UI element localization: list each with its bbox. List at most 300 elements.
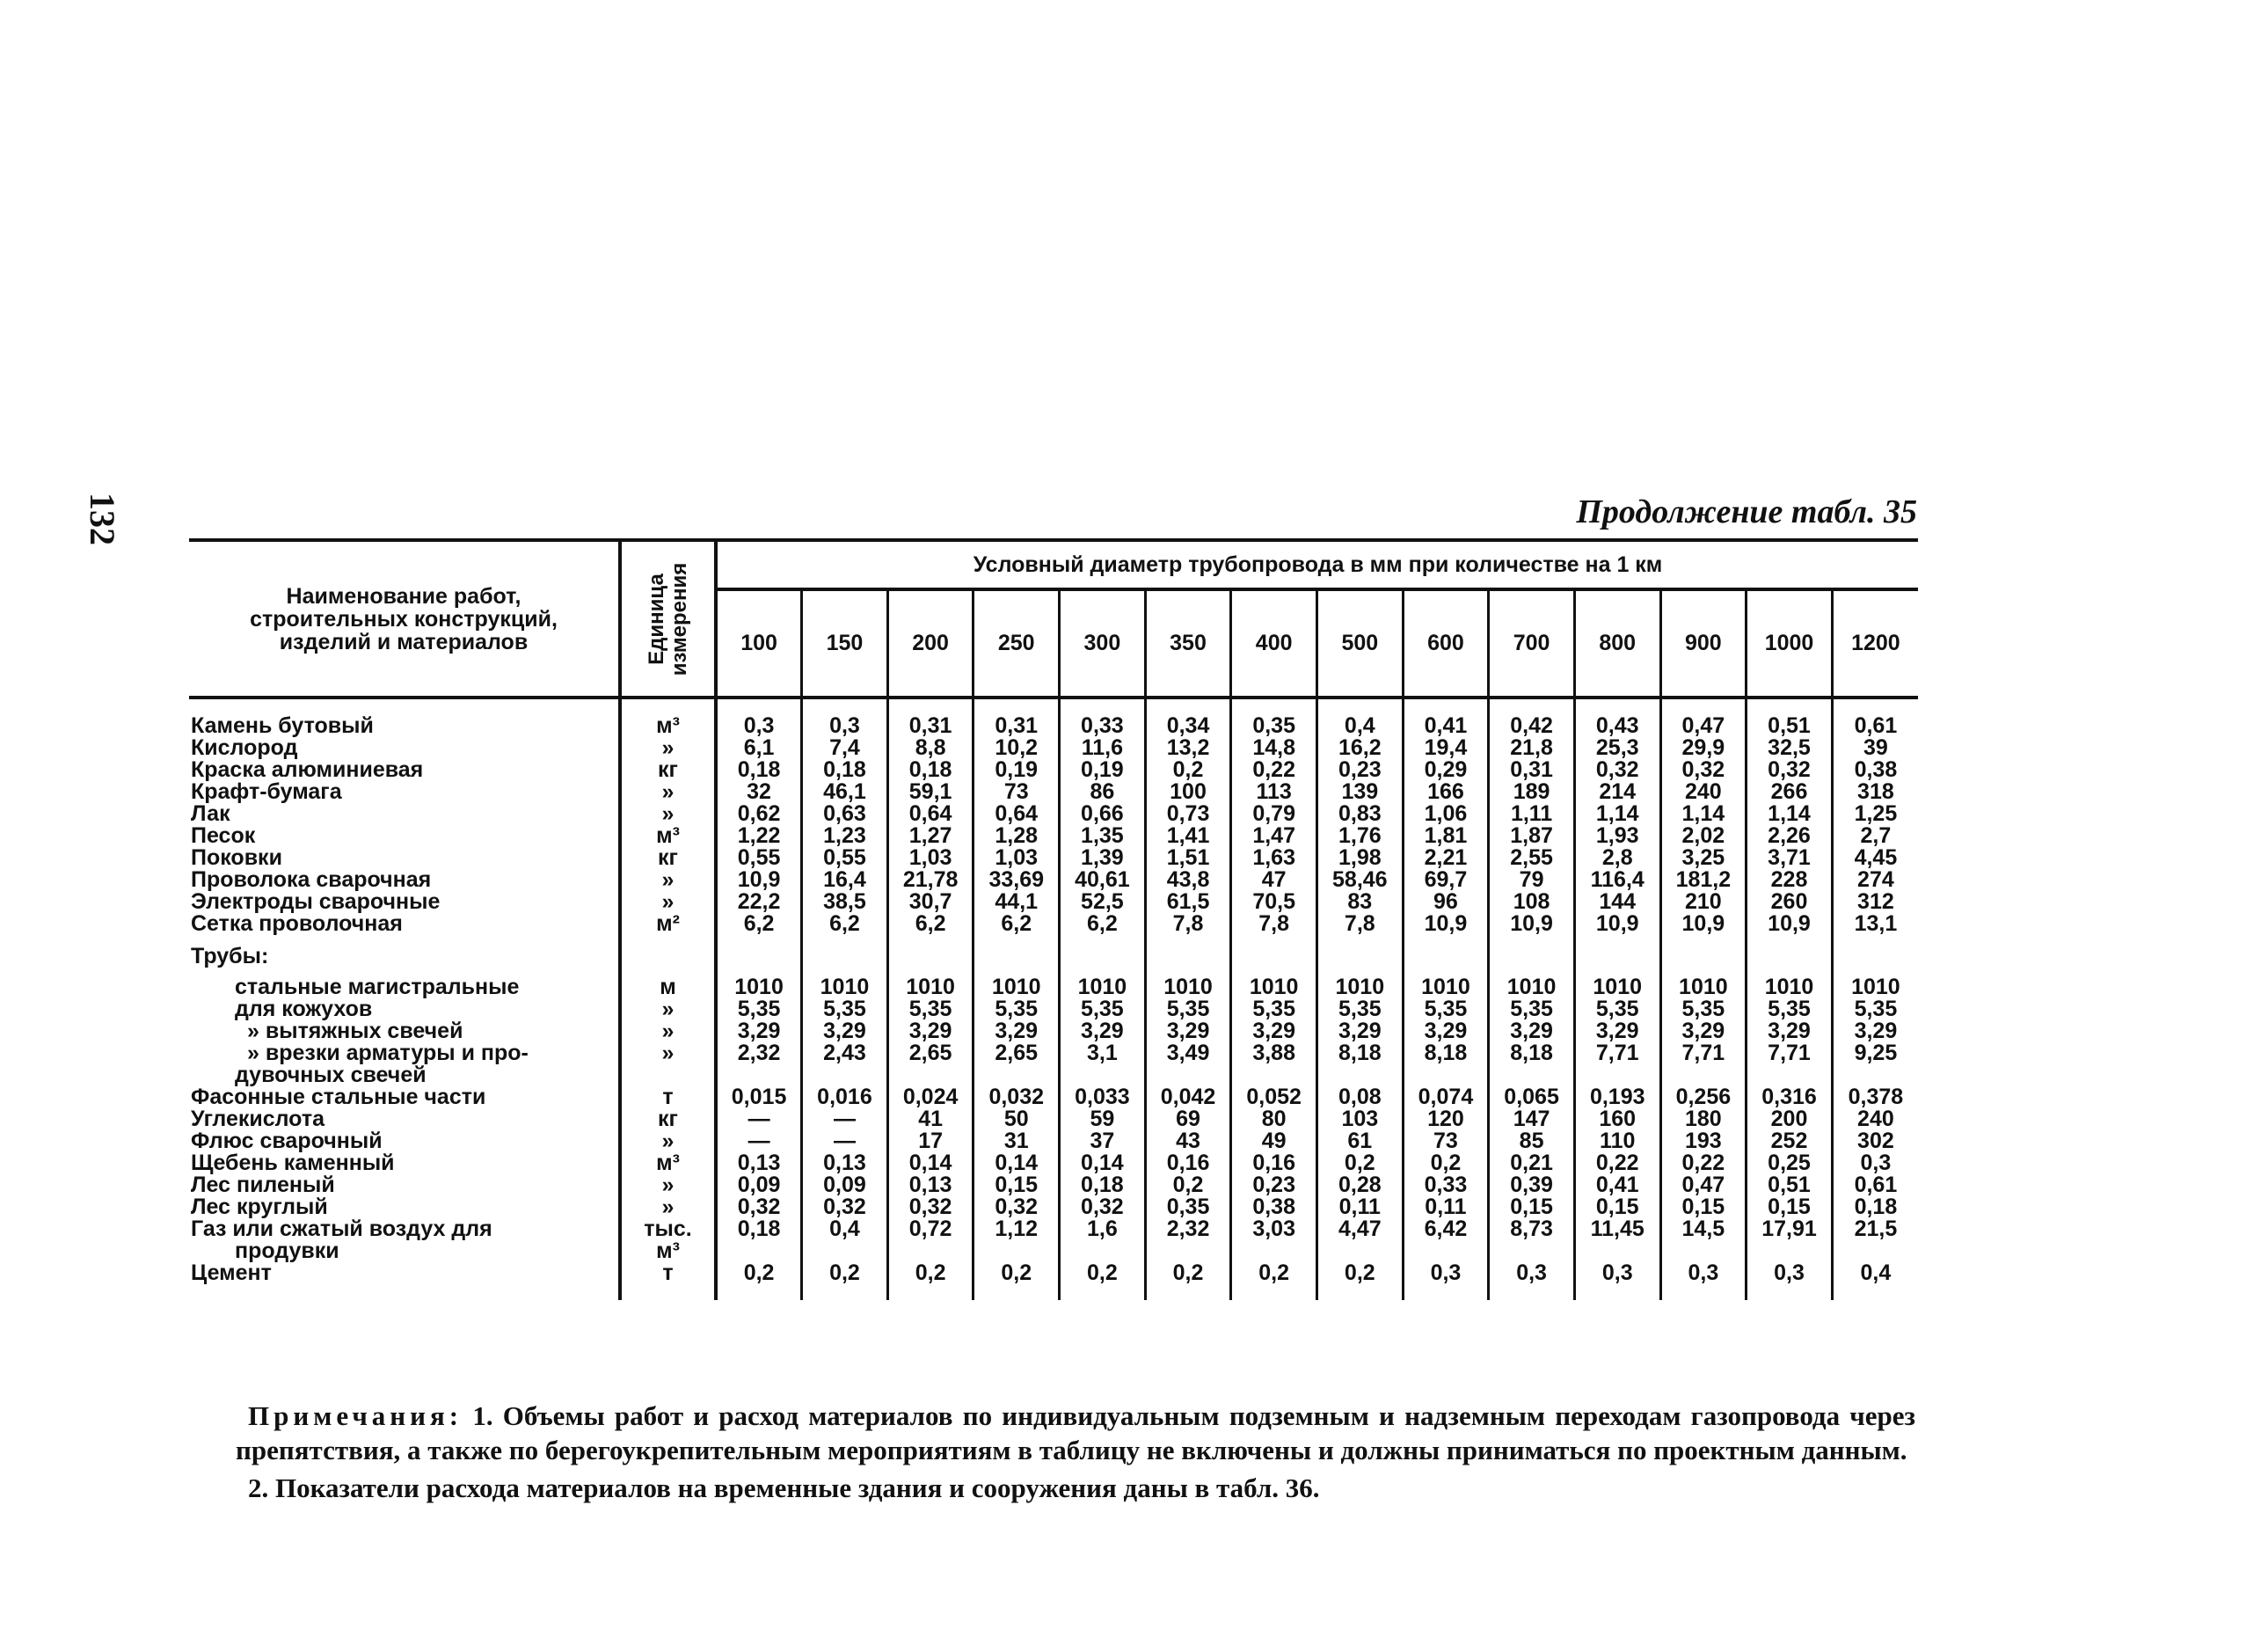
empty-cell [1574, 1064, 1660, 1086]
value-cell: 0,29 [1403, 759, 1489, 781]
value-cell: 3,29 [1489, 1020, 1575, 1042]
value-cell: 0,15 [1574, 1196, 1660, 1218]
value-cell: 0,16 [1145, 1152, 1231, 1174]
value-cell: 46,1 [802, 781, 888, 803]
value-cell: 5,35 [1060, 998, 1146, 1020]
header-name-line: Наименование работ, [286, 583, 521, 609]
empty-cell [1489, 698, 1575, 715]
empty-cell [1747, 935, 1833, 968]
value-cell: 318 [1857, 779, 1894, 804]
table-row [189, 913, 1918, 935]
value-cell: 7,71 [1660, 1042, 1747, 1064]
value-cell: 0,31 [887, 715, 974, 737]
empty-cell [1403, 1064, 1489, 1086]
table-row [189, 825, 1918, 847]
spacer-cell [620, 698, 716, 715]
empty-cell [1403, 698, 1489, 715]
value-cell: 0,31 [1489, 759, 1575, 781]
value-cell: 52,5 [1060, 891, 1146, 913]
value-cell: 80 [1231, 1108, 1317, 1130]
value-cell: 0,47 [1660, 1174, 1747, 1196]
value-cell: 0,33 [1403, 1174, 1489, 1196]
empty-cell [974, 935, 1060, 968]
page-number: 132 [83, 493, 122, 545]
value-cell: 147 [1489, 1108, 1575, 1130]
value-cell: 5,35 [1489, 998, 1575, 1020]
value-cell: 0,2 [716, 1262, 802, 1284]
value-cell: 31 [974, 1130, 1060, 1152]
value-cell: 0,22 [1231, 759, 1317, 781]
empty-cell [1060, 698, 1146, 715]
row-unit: » [620, 737, 716, 759]
row-unit: м³ [620, 1240, 716, 1262]
empty-cell [802, 698, 888, 715]
empty-cell [716, 1240, 802, 1262]
spacer-cell [189, 1284, 620, 1300]
value-cell: 0,2 [802, 1262, 888, 1284]
table-row [189, 1240, 1918, 1262]
value-cell: 10,2 [974, 737, 1060, 759]
value-cell: 2,32 [716, 1042, 802, 1064]
value-cell: 10,9 [716, 869, 802, 891]
value-cell: 1,63 [1231, 847, 1317, 869]
value-cell: 0,2 [1403, 1152, 1489, 1174]
empty-cell [1060, 1240, 1146, 1262]
empty-cell [1316, 698, 1403, 715]
row-name: Краска алюминиевая [189, 759, 620, 781]
value-cell: 8,8 [887, 737, 974, 759]
value-cell: 0,55 [802, 847, 888, 869]
empty-cell [1145, 1240, 1231, 1262]
value-cell: 0,47 [1660, 715, 1747, 737]
empty-cell [1832, 935, 1918, 968]
value-cell: 0,25 [1747, 1152, 1833, 1174]
value-cell: 32,5 [1747, 737, 1833, 759]
note-2: 2. Показатели расхода материалов на временные здания и сооружения даны в табл. 36. [248, 1472, 1320, 1503]
value-cell: 7,8 [1231, 913, 1317, 935]
header-diameter: 300 [1060, 589, 1146, 698]
empty-cell [802, 1284, 888, 1300]
value-cell: 0,38 [1854, 757, 1898, 782]
value-cell: 0,31 [974, 715, 1060, 737]
value-cell: 0,41 [1403, 715, 1489, 737]
value-cell: 0,13 [802, 1152, 888, 1174]
value-cell: 47 [1231, 869, 1317, 891]
row-unit: т [620, 1262, 716, 1284]
value-cell: 0,35 [1145, 1196, 1231, 1218]
value-cell: 32 [716, 781, 802, 803]
header-diameter: 400 [1231, 589, 1317, 698]
value-cell: 5,35 [974, 998, 1060, 1020]
value-cell: 1,98 [1316, 847, 1403, 869]
value-cell: 0,55 [716, 847, 802, 869]
value-cell: 3,29 [1747, 1020, 1833, 1042]
value-cell: 0,052 [1231, 1086, 1317, 1108]
value-cell: 3,29 [887, 1020, 974, 1042]
value-cell: 193 [1660, 1130, 1747, 1152]
value-cell: 103 [1316, 1108, 1403, 1130]
value-cell: 3,1 [1060, 1042, 1146, 1064]
value-cell: 0,2 [974, 1262, 1060, 1284]
value-cell: 1,28 [974, 825, 1060, 847]
table-row [189, 1262, 1918, 1284]
value-cell: 37 [1060, 1130, 1146, 1152]
value-cell: 17,91 [1747, 1218, 1833, 1240]
value-cell: 210 [1660, 891, 1747, 913]
value-cell: 0,23 [1231, 1174, 1317, 1196]
value-cell: 6,1 [716, 737, 802, 759]
value-cell: 1,22 [716, 825, 802, 847]
row-name: Сетка проволочная [189, 913, 620, 935]
value-cell: 1,76 [1316, 825, 1403, 847]
empty-cell [974, 1240, 1060, 1262]
value-cell: 1,51 [1145, 847, 1231, 869]
notes-label: Примечания: [248, 1400, 463, 1431]
value-cell: 3,29 [1145, 1020, 1231, 1042]
value-cell: 3,29 [1231, 1020, 1317, 1042]
value-cell: 0,193 [1574, 1086, 1660, 1108]
value-cell: 58,46 [1316, 869, 1403, 891]
value-cell: 4,47 [1316, 1218, 1403, 1240]
value-cell: 1,03 [974, 847, 1060, 869]
value-cell: 8,18 [1489, 1042, 1575, 1064]
value-cell: 3,49 [1145, 1042, 1231, 1064]
empty-cell [716, 1064, 802, 1086]
table-row [189, 781, 1918, 803]
row-name: Лес пиленый [189, 1174, 620, 1196]
value-cell: 180 [1660, 1108, 1747, 1130]
header-diameter: 600 [1403, 589, 1489, 698]
empty-cell [1145, 698, 1231, 715]
value-cell: 1,14 [1574, 803, 1660, 825]
value-cell: 260 [1747, 891, 1833, 913]
notes [236, 1399, 1915, 1505]
value-cell: 70,5 [1231, 891, 1317, 913]
row-unit: м² [620, 913, 716, 935]
header-diameter: 100 [716, 589, 802, 698]
value-cell: 85 [1489, 1130, 1575, 1152]
value-cell: 4,45 [1854, 845, 1898, 870]
value-cell: 0,15 [1489, 1196, 1575, 1218]
value-cell: 0,2 [887, 1262, 974, 1284]
value-cell: 3,29 [716, 1020, 802, 1042]
value-cell: 2,65 [974, 1042, 1060, 1064]
value-cell: 0,3 [1574, 1262, 1660, 1284]
value-cell: 11,45 [1574, 1218, 1660, 1240]
value-cell: 1,14 [1747, 803, 1833, 825]
value-cell: 59,1 [887, 781, 974, 803]
row-name: Электроды сварочные [189, 891, 620, 913]
header-name-line: изделий и материалов [279, 629, 529, 654]
value-cell: 0,14 [1060, 1152, 1146, 1174]
materials-table [189, 538, 1918, 1300]
header-diameter: 900 [1660, 589, 1747, 698]
row-name: Крафт-бумага [189, 781, 620, 803]
table-row [189, 998, 1918, 1020]
value-cell: 5,35 [1231, 998, 1317, 1020]
row-unit: » [620, 1130, 716, 1152]
value-cell: 5,35 [887, 998, 974, 1020]
value-cell: 79 [1489, 869, 1575, 891]
header-unit-line: Единица [644, 573, 668, 665]
header-diameter: 800 [1574, 589, 1660, 698]
empty-cell [974, 1064, 1060, 1086]
value-cell: 9,25 [1854, 1041, 1898, 1065]
value-cell: 16,2 [1316, 737, 1403, 759]
value-cell: 0,09 [802, 1174, 888, 1196]
value-cell: 19,4 [1403, 737, 1489, 759]
value-cell: 0,61 [1854, 713, 1898, 738]
value-cell: 43 [1145, 1130, 1231, 1152]
value-cell: 0,11 [1316, 1196, 1403, 1218]
value-cell: 189 [1489, 781, 1575, 803]
value-cell: 0,074 [1403, 1086, 1489, 1108]
value-cell: 7,71 [1747, 1042, 1833, 1064]
value-cell: 120 [1403, 1108, 1489, 1130]
value-cell: 0,016 [802, 1086, 888, 1108]
value-cell: 116,4 [1574, 869, 1660, 891]
value-cell: 0,22 [1660, 1152, 1747, 1174]
value-cell: 3,29 [802, 1020, 888, 1042]
value-cell: 1010 [1060, 976, 1146, 998]
value-cell: — [716, 1130, 802, 1152]
empty-cell [802, 935, 888, 968]
value-cell: 0,18 [1060, 1174, 1146, 1196]
value-cell: 0,43 [1574, 715, 1660, 737]
value-cell: 6,2 [1060, 913, 1146, 935]
value-cell: 1,81 [1403, 825, 1489, 847]
value-cell: 0,32 [1660, 759, 1747, 781]
table-row [189, 1130, 1918, 1152]
empty-cell [1660, 1064, 1747, 1086]
value-cell: 7,8 [1145, 913, 1231, 935]
table-row [189, 1218, 1918, 1240]
value-cell: 252 [1747, 1130, 1833, 1152]
value-cell: 160 [1574, 1108, 1660, 1130]
value-cell: 0,66 [1060, 803, 1146, 825]
value-cell: 3,29 [1060, 1020, 1146, 1042]
value-cell: 0,51 [1747, 715, 1833, 737]
value-cell: 0,51 [1747, 1174, 1833, 1196]
value-cell: 0,72 [887, 1218, 974, 1240]
value-cell: 1010 [887, 976, 974, 998]
value-cell: 43,8 [1145, 869, 1231, 891]
value-cell: 1010 [1403, 976, 1489, 998]
value-cell: 16,4 [802, 869, 888, 891]
value-cell: 2,7 [1860, 823, 1892, 848]
empty-cell [974, 1284, 1060, 1300]
table-row [189, 1284, 1918, 1300]
table-row [189, 1108, 1918, 1130]
value-cell: 6,2 [887, 913, 974, 935]
empty-cell [716, 1284, 802, 1300]
row-unit: » [620, 781, 716, 803]
value-cell: 8,73 [1489, 1218, 1575, 1240]
empty-cell [887, 1240, 974, 1262]
empty-cell [1231, 1240, 1317, 1262]
row-name: стальные магистральные [189, 976, 620, 998]
value-cell: 266 [1747, 781, 1833, 803]
empty-cell [1145, 935, 1231, 968]
table-row [189, 891, 1918, 913]
empty-cell [802, 1240, 888, 1262]
value-cell: 10,9 [1403, 913, 1489, 935]
value-cell: 0,18 [1854, 1195, 1898, 1219]
value-cell: 0,21 [1489, 1152, 1575, 1174]
value-cell: 0,4 [1860, 1260, 1892, 1285]
value-cell: 7,4 [802, 737, 888, 759]
table-row [189, 935, 1918, 968]
header-diameter: 150 [802, 589, 888, 698]
value-cell: 0,73 [1145, 803, 1231, 825]
row-name: для кожухов [189, 998, 620, 1020]
empty-cell [1231, 935, 1317, 968]
value-cell: 5,35 [802, 998, 888, 1020]
value-cell: 8,18 [1403, 1042, 1489, 1064]
value-cell: 0,09 [716, 1174, 802, 1196]
value-cell: 0,28 [1316, 1174, 1403, 1196]
empty-cell [1145, 1064, 1231, 1086]
table-row [189, 759, 1918, 781]
value-cell: 3,29 [1854, 1019, 1898, 1043]
value-cell: 302 [1857, 1129, 1894, 1153]
value-cell: 166 [1403, 781, 1489, 803]
value-cell: 0,23 [1316, 759, 1403, 781]
row-name: Углекислота [189, 1108, 620, 1130]
spacer-cell [620, 1284, 716, 1300]
row-name: Цемент [189, 1262, 620, 1284]
value-cell: 0,3 [1489, 1262, 1575, 1284]
value-cell: 0,065 [1489, 1086, 1575, 1108]
value-cell: 0,16 [1231, 1152, 1317, 1174]
empty-cell [1489, 1240, 1575, 1262]
value-cell: 5,35 [716, 998, 802, 1020]
header-diameter: 1000 [1747, 589, 1833, 698]
table-row [189, 976, 1918, 998]
empty-cell [1660, 698, 1747, 715]
empty-cell [887, 1064, 974, 1086]
value-cell: 0,2 [1231, 1262, 1317, 1284]
value-cell: 3,29 [1660, 1020, 1747, 1042]
empty-cell [1660, 1240, 1747, 1262]
row-unit: м³ [620, 1152, 716, 1174]
empty-cell [1489, 1064, 1575, 1086]
row-unit: кг [620, 759, 716, 781]
table-row [189, 715, 1918, 737]
value-cell: 0,18 [716, 1218, 802, 1240]
empty-cell [1832, 1240, 1918, 1262]
empty-cell [1489, 935, 1575, 968]
row-name: Фасонные стальные части [189, 1086, 620, 1108]
row-unit: м³ [620, 825, 716, 847]
row-unit: » [620, 891, 716, 913]
value-cell: 69 [1145, 1108, 1231, 1130]
value-cell: 6,2 [802, 913, 888, 935]
value-cell: 0,3 [1860, 1151, 1892, 1175]
empty-cell [1316, 1284, 1403, 1300]
value-cell: 0,79 [1231, 803, 1317, 825]
value-cell: 0,32 [1747, 759, 1833, 781]
table-row [189, 869, 1918, 891]
value-cell: 1,47 [1231, 825, 1317, 847]
value-cell: 0,64 [974, 803, 1060, 825]
value-cell: 1010 [1316, 976, 1403, 998]
value-cell: 0,2 [1145, 1262, 1231, 1284]
value-cell: 1,6 [1060, 1218, 1146, 1240]
value-cell: 2,55 [1489, 847, 1575, 869]
value-cell: 7,8 [1316, 913, 1403, 935]
value-cell: 0,32 [974, 1196, 1060, 1218]
empty-cell [1574, 935, 1660, 968]
value-cell: 0,62 [716, 803, 802, 825]
value-cell: 214 [1574, 781, 1660, 803]
value-cell: 2,43 [802, 1042, 888, 1064]
value-cell: 29,9 [1660, 737, 1747, 759]
table-row [189, 1152, 1918, 1174]
empty-cell [1660, 1284, 1747, 1300]
empty-cell [1489, 1284, 1575, 1300]
value-cell: 10,9 [1574, 913, 1660, 935]
value-cell: 274 [1857, 867, 1894, 892]
value-cell: 5,35 [1660, 998, 1747, 1020]
empty-cell [1060, 1284, 1146, 1300]
value-cell: 83 [1316, 891, 1403, 913]
value-cell: 0,2 [1316, 1262, 1403, 1284]
value-cell: 1010 [1489, 976, 1575, 998]
empty-cell [1316, 1064, 1403, 1086]
value-cell: 5,35 [1145, 998, 1231, 1020]
value-cell: 240 [1660, 781, 1747, 803]
value-cell: 1010 [974, 976, 1060, 998]
header-diameter: 350 [1145, 589, 1231, 698]
value-cell: 10,9 [1660, 913, 1747, 935]
table-row [189, 1042, 1918, 1064]
empty-cell [620, 1064, 716, 1086]
table-row [189, 847, 1918, 869]
value-cell: 139 [1316, 781, 1403, 803]
empty-cell [1231, 1064, 1317, 1086]
value-cell: 2,02 [1660, 825, 1747, 847]
empty-cell [1060, 1064, 1146, 1086]
value-cell: 0,042 [1145, 1086, 1231, 1108]
value-cell: 33,69 [974, 869, 1060, 891]
empty-cell [1574, 1240, 1660, 1262]
value-cell: 11,6 [1060, 737, 1146, 759]
value-cell: 73 [1403, 1130, 1489, 1152]
value-cell: 2,26 [1747, 825, 1833, 847]
value-cell: 1,12 [974, 1218, 1060, 1240]
value-cell: 3,29 [974, 1020, 1060, 1042]
empty-cell [1574, 698, 1660, 715]
value-cell: 113 [1231, 781, 1317, 803]
table-row [189, 1064, 1918, 1086]
empty-cell [1747, 1064, 1833, 1086]
row-name: Лес круглый [189, 1196, 620, 1218]
value-cell: 0,32 [802, 1196, 888, 1218]
value-cell: 59 [1060, 1108, 1146, 1130]
header-diameter: 250 [974, 589, 1060, 698]
value-cell: — [716, 1108, 802, 1130]
value-cell: 0,15 [974, 1174, 1060, 1196]
table-row [189, 803, 1918, 825]
value-cell: 312 [1857, 889, 1894, 914]
empty-cell [1403, 935, 1489, 968]
empty-cell [1316, 1240, 1403, 1262]
table-row [189, 1086, 1918, 1108]
row-unit: м [620, 976, 716, 998]
value-cell: 1,41 [1145, 825, 1231, 847]
row-name: » врезки арматуры и про- [189, 1042, 620, 1064]
